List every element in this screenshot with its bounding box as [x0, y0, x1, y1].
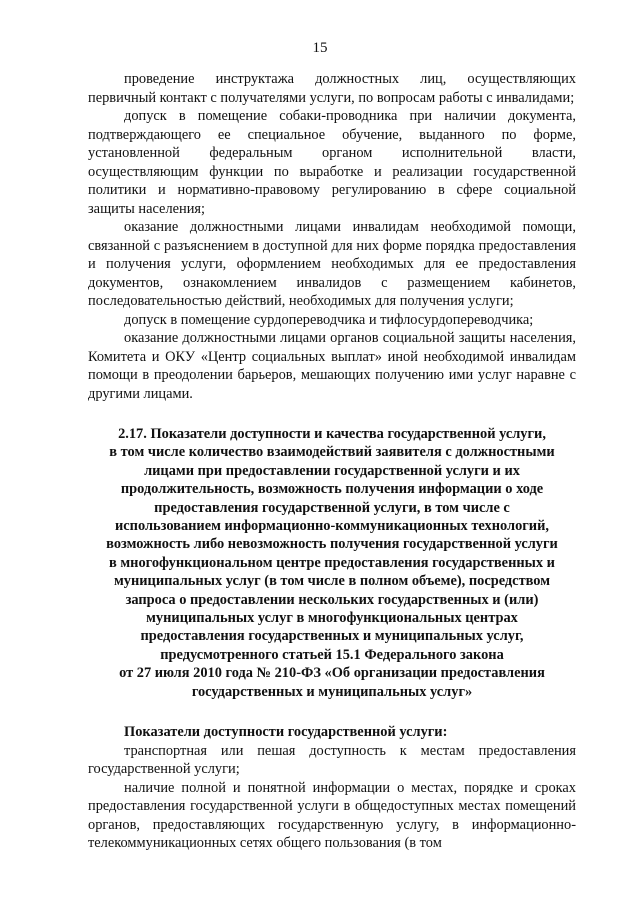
section-heading-line: предусмотренного статьей 15.1 Федерального закона — [160, 646, 504, 663]
document-body — [88, 70, 576, 853]
paragraph: допуск в помещение собаки-проводника при наличии документа, подтверждающего ее специальное обучение, выданного по форме, установленной федеральным органом исполнительной власти, осуществляющим функции по выработке и реализации государственной политики и нормативно-правовому регулированию в сфере социальной защиты населения; — [88, 108, 576, 217]
paragraph: наличие полной и понятной информации о местах, порядке и сроках предоставления государственной услуги в общедоступных местах помещений органов, предоставляющих государственную услугу, в информационно-телекоммуникационных сетях общего пользования (в том — [88, 779, 576, 852]
section-heading-line: предоставления государственных и муниципальных услуг, — [140, 628, 524, 645]
section-heading-line: муниципальных услуг (в том числе в полном объеме), посредством — [113, 573, 551, 590]
paragraph: допуск в помещение сурдопереводчика и тифлосурдопереводчика; — [124, 311, 534, 328]
section-heading-line: от 27 июля 2010 года № 210-ФЗ «Об организации предоставления — [119, 665, 545, 682]
page-number: 15 — [312, 40, 328, 56]
subheading: Показатели доступности государственной услуги: — [124, 724, 448, 741]
section-heading-line: запроса о предоставлении нескольких государственных и (или) — [125, 591, 539, 608]
paragraph: проведение инструктажа должностных лиц, осуществляющих первичный контакт с получателями услуги, по вопросам работы с инвалидами; — [88, 71, 576, 106]
paragraph: оказание должностными лицами органов социальной защиты населения, Комитета и ОКУ «Центр социальных выплат» иной необходимой инвалидам помощи в преодолении барьеров, мешающих получению ими услуг наравне с другими лицами. — [88, 330, 576, 402]
section-heading-line: предоставления государственной услуги, в том числе с — [154, 499, 510, 516]
section-heading-line: возможность либо невозможность получения государственной услуги — [106, 536, 558, 553]
section-heading-line: 2.17. Показатели доступности и качества государственной услуги, — [118, 426, 546, 442]
section-heading-line: муниципальных услуг в многофункциональных центрах — [146, 610, 518, 627]
section-heading-line: лицами при предоставлении государственной услуги и их — [144, 462, 520, 479]
section-heading-line: в том числе количество взаимодействий заявителя с должностными — [109, 444, 555, 461]
paragraph: оказание должностными лицами инвалидам необходимой помощи, связанной с разъяснением в доступной для них форме порядка предоставления и получения услуги, оформлением необходимых для ее предоставления документов, ознакомлением инвалидов с размещением кабинетов, последовательностью действий, необходимых для получения услуги; — [88, 219, 576, 309]
section-heading-line: государственных и муниципальных услуг» — [191, 683, 473, 700]
section-heading-line: в многофункциональном центре предоставления государственных и — [109, 554, 555, 571]
section-heading-line: использованием информационно-коммуникационных технологий, — [114, 518, 549, 535]
section-heading — [88, 425, 576, 701]
section-heading-line: продолжительность, возможность получения информации о ходе — [120, 481, 544, 498]
paragraph: транспортная или пешая доступность к местам предоставления государственной услуги; — [88, 742, 576, 778]
